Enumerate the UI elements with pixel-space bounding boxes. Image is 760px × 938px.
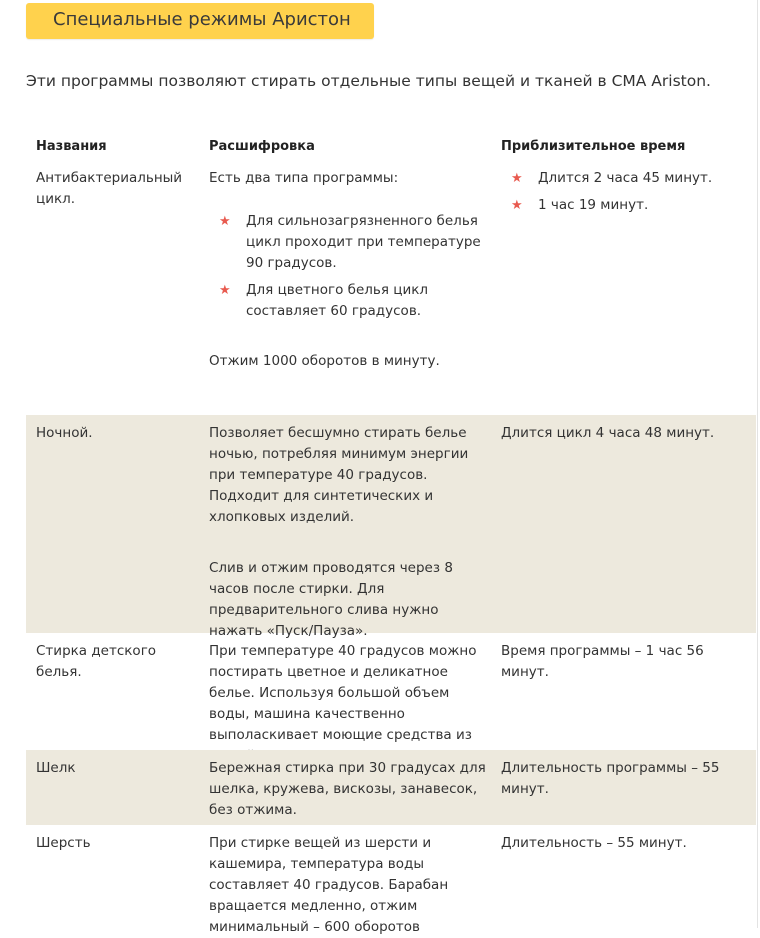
- table-row: [26, 633, 756, 750]
- time-list: [501, 168, 751, 216]
- row-description: [209, 168, 489, 372]
- intro-text: Эти программы позволяют стирать отдельные типы вещей и тканей в СМА Ariston.: [26, 72, 711, 90]
- star-icon: ★: [219, 214, 231, 229]
- table-row: [26, 825, 756, 935]
- star-icon: ★: [511, 171, 523, 186]
- table-row: [26, 750, 756, 825]
- list-item: [501, 195, 751, 216]
- star-icon: ★: [511, 198, 523, 213]
- description-intro: Есть два типа программы:: [209, 170, 399, 186]
- row-description: При стирке вещей из шерсти и кашемира, температура воды составляет 40 градусов. Барабан вращается медленно, отжим минимальный – 600 оборотов: [209, 835, 449, 935]
- row-time: Длится цикл 4 часа 48 минут.: [501, 425, 715, 441]
- list-item-text: Длится 2 часа 45 минут.: [538, 170, 713, 186]
- description-list: [209, 211, 489, 322]
- header-name: Названия: [36, 139, 107, 154]
- row-description: Бережная стирка при 30 градусах для шелка, кружева, вискозы, занавесок, без отжима.: [209, 760, 486, 818]
- table-header-row: [26, 128, 756, 160]
- star-icon: ★: [219, 283, 231, 298]
- list-item-text: Для сильнозагрязненного белья цикл проходит при температуре 90 градусов.: [246, 213, 481, 271]
- description-paragraph: Слив и отжим проводятся через 8 часов после стирки. Для предварительного слива нужно нажать «Пуск/Пауза».: [209, 560, 453, 639]
- section-title-box: [26, 3, 374, 39]
- table-row: [26, 415, 756, 639]
- header-time: Приблизительное время: [501, 139, 686, 154]
- row-name: Антибактериальный цикл.: [36, 170, 183, 207]
- row-description: При температуре 40 градусов можно постирать цветное и деликатное белье. Используя большой объем воды, машина качественно выполаскивает моющие средства из: [209, 643, 477, 743]
- row-time: Длительность – 55 минут.: [501, 835, 687, 851]
- row-name: Ночной.: [36, 425, 93, 441]
- row-name: Шелк: [36, 760, 76, 776]
- list-item: [209, 280, 489, 322]
- header-description: Расшифровка: [209, 139, 315, 154]
- programs-table: [26, 128, 756, 935]
- list-item-text: 1 час 19 минут.: [538, 197, 649, 213]
- list-item-text: Для цветного белья цикл составляет 60 градусов.: [246, 282, 429, 319]
- row-description: [209, 423, 489, 642]
- row-time: Время программы – 1 час 56 минут.: [501, 643, 704, 680]
- list-item: [501, 168, 751, 189]
- table-row: [26, 160, 756, 415]
- list-item: [209, 211, 489, 274]
- description-outro: Отжим 1000 оборотов в минуту.: [209, 353, 440, 369]
- description-paragraph: Позволяет бесшумно стирать белье ночью, потребляя минимум энергии при температуре 40 градусов. Подходит для синтетических и хлопковых изделий.: [209, 425, 469, 525]
- section-title: Специальные режимы Аристон: [53, 9, 351, 30]
- row-name: Стирка детского белья.: [36, 643, 157, 680]
- row-time: [501, 168, 751, 216]
- row-name: Шерсть: [36, 835, 91, 851]
- page-border: [757, 0, 758, 928]
- row-time: Длительность программы – 55 минут.: [501, 760, 720, 797]
